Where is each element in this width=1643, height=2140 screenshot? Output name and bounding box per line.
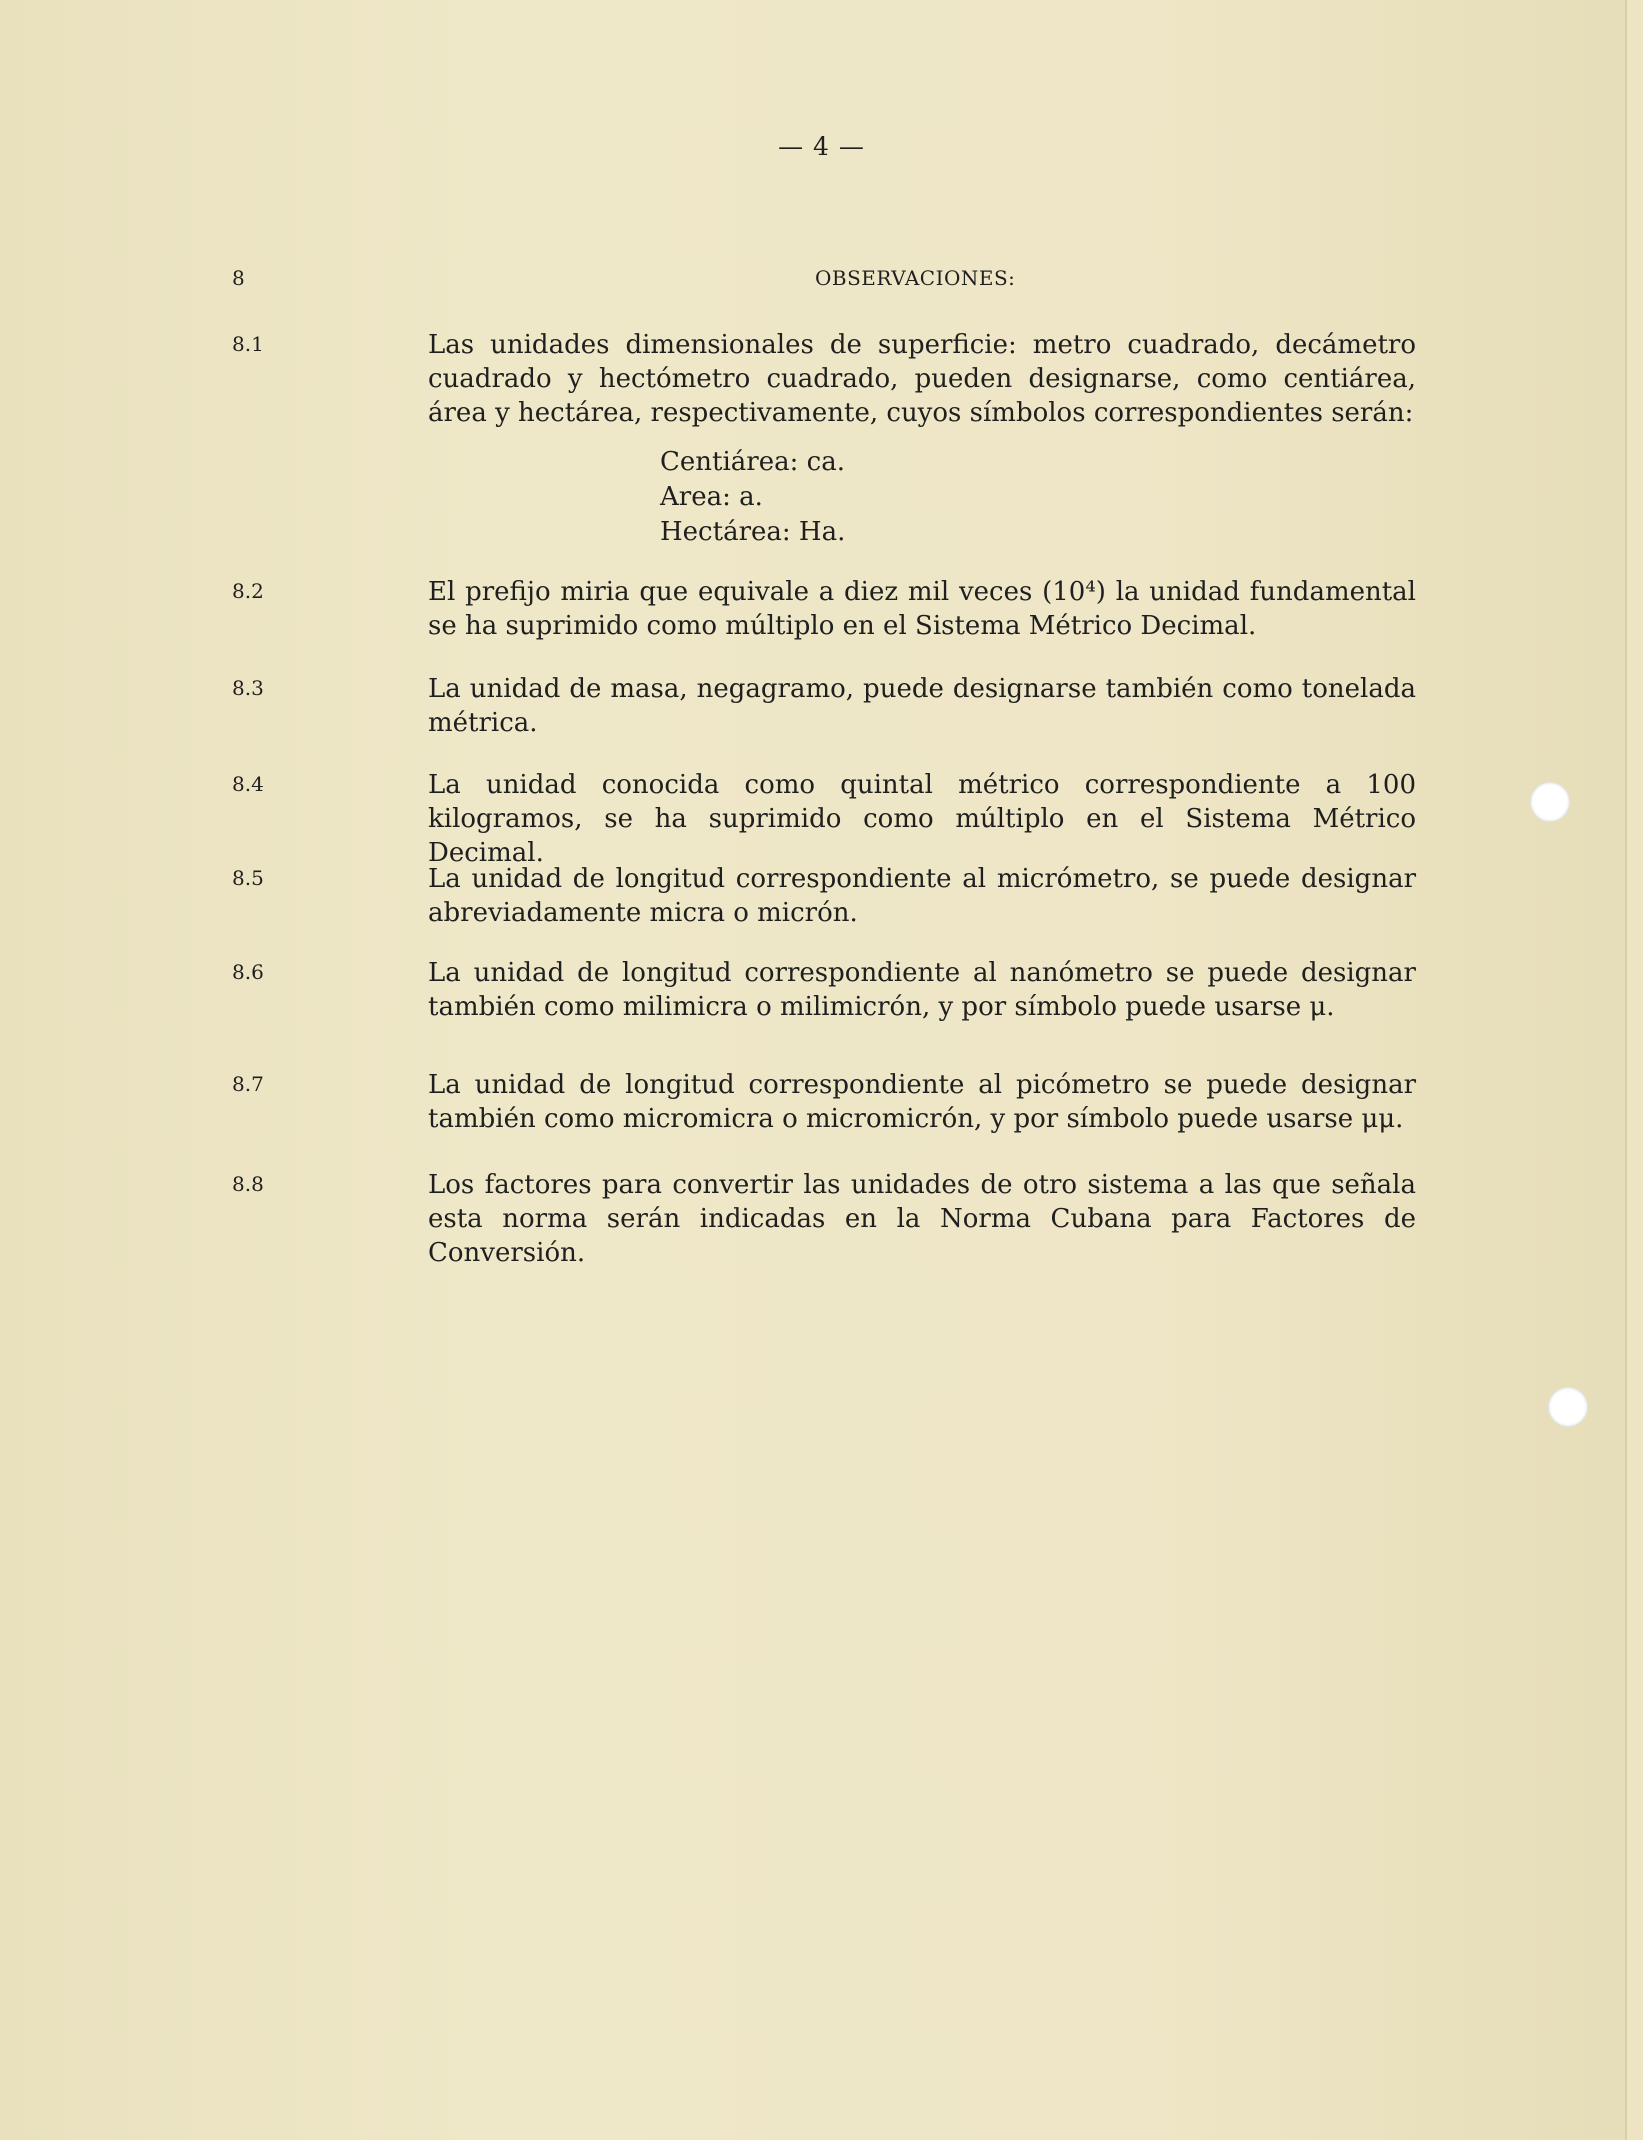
observation-text: La unidad de longitud correspondiente al nanómetro se puede designar también como milimicra o milimicrón, y por símbolo puede usarse μ. [428,958,1416,1022]
punch-hole-lower [1548,1387,1588,1427]
observation-text: Los factores para convertir las unidades de otro sistema a las que señala esta norma serán indicadas en la Norma Cubana para Factores de Conversión. [428,1170,1416,1268]
observation-text: Las unidades dimensionales de superficie: metro cuadrado, decámetro cuadrado y hectómetro cuadrado, pueden designarse, como centiárea, área y hectárea, respectivamente, cuyos símbolos correspondientes serán: [428,330,1416,428]
observation-number: 8.2 [232,579,264,603]
observation-text: La unidad de masa, negagramo, puede designarse también como tonelada métrica. [428,674,1416,738]
observation-text: La unidad de longitud correspondiente al micrómetro, se puede designar abreviadamente micra o micrón. [428,864,1416,928]
section-header [0,266,1643,300]
section-number: 8 [232,266,245,290]
observation-number: 8.1 [232,332,264,356]
observation-number: 8.6 [232,960,264,984]
observation-number: 8.3 [232,676,264,700]
symbol-hectarea: Hectárea: Ha. [660,517,846,547]
observation-number: 8.4 [232,772,264,796]
observation-number: 8.8 [232,1172,264,1196]
section-title: OBSERVACIONES: [815,266,1016,290]
symbol-centiarea: Centiárea: ca. [660,447,845,477]
area-symbols-list [660,445,845,550]
observation-number: 8.7 [232,1072,264,1096]
observation-text: La unidad de longitud correspondiente al picómetro se puede designar también como micromicra o micromicrón, y por símbolo puede usarse μμ. [428,1070,1416,1134]
symbol-area: Area: a. [660,482,763,512]
observation-number: 8.5 [232,866,264,890]
observation-text: La unidad conocida como quintal métrico correspondiente a 100 kilogramos, se ha suprimido como múltiplo en el Sistema Métrico Decimal. [428,770,1416,868]
punch-hole-upper [1530,782,1570,822]
page-number: — 4 — [778,132,865,161]
observation-text: El prefijo miria que equivale a diez mil veces (10⁴) la unidad fundamental se ha suprimido como múltiplo en el Sistema Métrico Decimal. [428,577,1416,641]
